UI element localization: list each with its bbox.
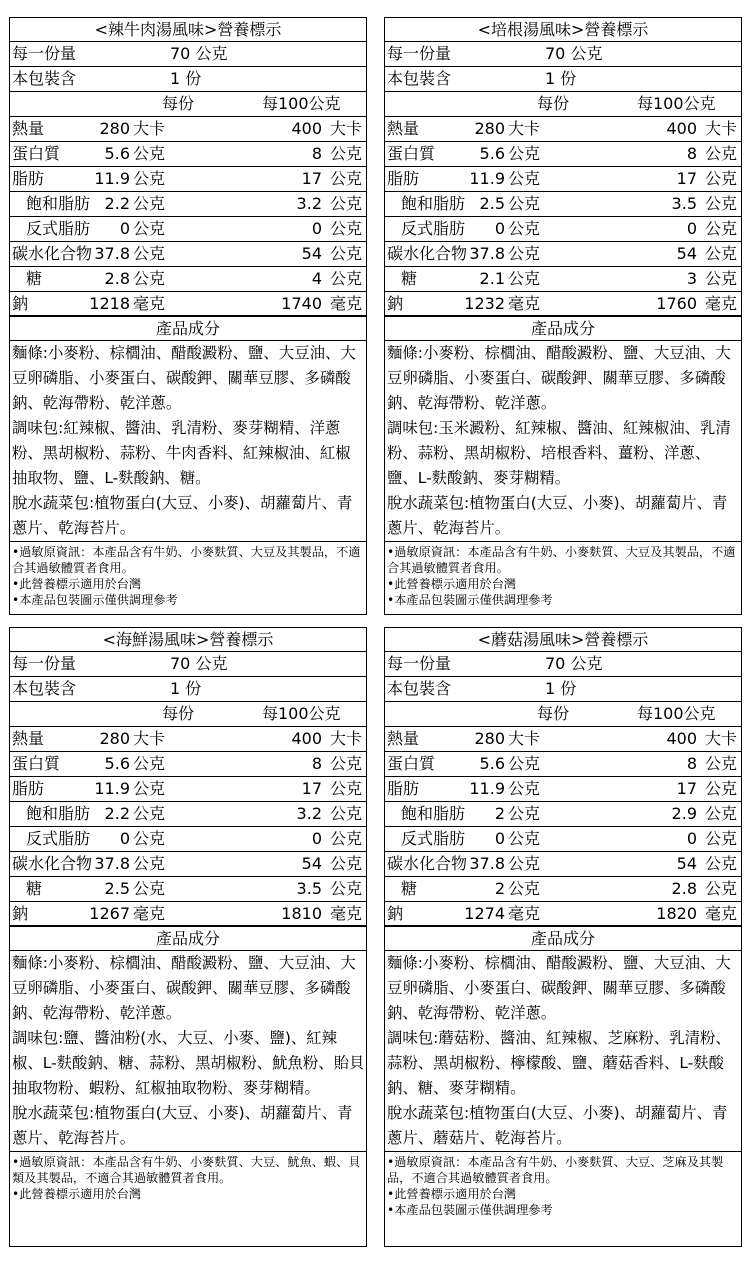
per-serving-unit: 毫克 [508,904,541,923]
per-serving-value: 5.6 [104,754,130,773]
per-100g-value: 0 [686,219,697,238]
per-serving-header: 每份 [537,94,570,113]
nutrient-name: 熱量 [387,729,420,748]
per-serving-value: 0 [494,219,505,238]
per-100g-value: 1810 [281,904,322,923]
nutrient-name: 蛋白質 [12,144,61,163]
per-serving-unit: 公克 [508,144,541,163]
per-100g-value: 54 [301,854,322,873]
nutrition-label-seafood [9,627,367,1247]
per-serving-unit: 公克 [508,804,541,823]
servings-per-package-row [385,67,741,92]
nutrient-row [385,827,741,852]
per-serving-header: 每份 [162,94,195,113]
per-100g-unit: 公克 [704,779,737,798]
nutrient-row [10,142,366,167]
note-item: •此營養標示適用於台灣 [387,577,517,591]
per-100g-unit: 公克 [704,754,737,773]
nutrient-name: 鈉 [387,294,404,313]
per-100g-unit: 公克 [329,269,362,288]
nutrient-name: 糖 [26,879,43,898]
nutrient-name: 碳水化合物 [12,244,93,263]
per-100g-value: 17 [676,169,697,188]
per-100g-unit: 公克 [329,144,362,163]
servings-per-package-row [385,677,741,702]
ingredient-paragraph: 調味包:鹽、醬油粉(水、大豆、小麥、鹽)、紅辣椒、L-麩酸鈉、糖、蒜粉、黑胡椒粉、魷魚粉、貽貝抽取物粉、蝦粉、紅椒抽取物粉、麥芽糊精。 [12,1029,365,1097]
note-item: •過敏原資訊：本產品含有牛奶、小麥麩質、大豆、芝麻及其製品，不適合其過敏體質者食用。 [387,1155,724,1185]
nutrient-row [385,267,741,292]
per-serving-unit: 大卡 [508,729,541,748]
servings-per-package-row [10,67,366,92]
per-serving-value: 11.9 [469,779,505,798]
nutrient-name: 碳水化合物 [387,854,468,873]
per-100g-value: 17 [301,779,322,798]
nutrient-name: 鈉 [387,904,404,923]
servings-per-package-value: 1 份 [170,679,202,698]
note-item: •過敏原資訊：本產品含有牛奶、小麥麩質、大豆、魷魚、蝦、貝類及其製品，不適合其過敏體質者食用。 [12,1155,361,1185]
per-100g-value: 54 [676,854,697,873]
nutrient-name: 反式脂肪 [401,219,466,238]
label-title: <培根湯風味>營養標示 [385,18,741,42]
per-100g-unit: 公克 [704,269,737,288]
serving-size-row [385,42,741,67]
per-100g-value: 1820 [656,904,697,923]
per-serving-value: 0 [494,829,505,848]
per-serving-unit: 公克 [133,144,166,163]
ingredients-list [385,341,741,542]
per-serving-unit: 公克 [133,854,166,873]
per-serving-value: 1232 [464,294,505,313]
nutrient-name: 飽和脂肪 [26,194,91,213]
per-serving-unit: 公克 [133,754,166,773]
nutrient-name: 反式脂肪 [26,219,91,238]
per-100g-unit: 公克 [704,879,737,898]
ingredients-heading: 產品成分 [385,317,741,341]
ingredients-heading: 產品成分 [10,317,366,341]
per-100g-unit: 公克 [704,219,737,238]
nutrient-row [385,752,741,777]
note-item: •此營養標示適用於台灣 [12,1187,142,1201]
per-serving-unit: 大卡 [133,119,166,138]
servings-per-package-value: 1 份 [170,69,202,88]
column-header-row [385,92,741,117]
serving-size-label: 每一份量 [12,654,77,673]
per-100g-unit: 公克 [329,244,362,263]
label-title: <海鮮湯風味>營養標示 [10,628,366,652]
notes-section [10,1152,366,1202]
per-serving-unit: 公克 [133,804,166,823]
per-serving-value: 280 [474,729,505,748]
per-serving-unit: 公克 [508,879,541,898]
notes-section [385,1152,741,1218]
per-100g-value: 3.5 [296,879,322,898]
ingredient-paragraph: 脫水蔬菜包:植物蛋白(大豆、小麥)、胡蘿蔔片、青蔥片、乾海苔片。 [12,1104,353,1147]
nutrient-name: 碳水化合物 [12,854,93,873]
per-100g-value: 3.2 [296,804,322,823]
per-100g-unit: 公克 [329,219,362,238]
per-serving-header: 每份 [162,704,195,723]
per-100g-value: 400 [291,119,322,138]
per-100g-value: 3 [686,269,697,288]
per-100g-value: 3.2 [296,194,322,213]
note-item: •本產品包裝圖示僅供調理參考 [12,593,178,607]
serving-size-row [10,42,366,67]
note-item: •過敏原資訊：本產品含有牛奶、小麥麩質、大豆及其製品，不適合其過敏體質者食用。 [12,545,361,575]
serving-size-value: 70 公克 [170,44,228,63]
per-serving-unit: 公克 [133,219,166,238]
per-100g-unit: 公克 [704,829,737,848]
serving-size-row [10,652,366,677]
per-serving-unit: 公克 [133,829,166,848]
nutrient-row [385,167,741,192]
nutrient-row [385,292,741,317]
per-serving-value: 2.2 [104,804,130,823]
ingredients-heading: 產品成分 [10,927,366,951]
per-100g-unit: 公克 [329,804,362,823]
per-serving-unit: 公克 [508,829,541,848]
per-serving-unit: 毫克 [133,904,166,923]
serving-size-row [385,652,741,677]
servings-per-package-row [10,677,366,702]
serving-size-label: 每一份量 [387,44,452,63]
per-serving-unit: 公克 [133,879,166,898]
per-serving-unit: 公克 [508,269,541,288]
per-serving-unit: 毫克 [133,294,166,313]
per-serving-unit: 公克 [133,779,166,798]
note-item: •本產品包裝圖示僅供調理參考 [387,1203,553,1217]
per-serving-unit: 毫克 [508,294,541,313]
per-serving-value: 2.5 [479,194,505,213]
servings-per-package-label: 本包裝含 [12,69,77,88]
ingredient-paragraph: 調味包:玉米澱粉、紅辣椒、醬油、紅辣椒油、乳清粉、蒜粉、黑胡椒粉、培根香料、薑粉、洋蔥、鹽、L-麩酸鈉、麥芽糊精。 [387,419,731,487]
nutrient-name: 鈉 [12,904,29,923]
nutrient-name: 脂肪 [387,779,420,798]
nutrient-name: 反式脂肪 [401,829,466,848]
nutrient-row [385,727,741,752]
per-serving-header: 每份 [537,704,570,723]
per-100g-unit: 公克 [329,879,362,898]
per-100g-value: 0 [311,829,322,848]
per-serving-value: 37.8 [94,854,130,873]
servings-per-package-value: 1 份 [545,69,577,88]
per-100g-value: 54 [676,244,697,263]
servings-per-package-label: 本包裝含 [387,679,452,698]
nutrient-row [10,217,366,242]
per-100g-unit: 大卡 [329,119,362,138]
per-serving-unit: 公克 [508,854,541,873]
nutrient-row [10,727,366,752]
nutrient-row [385,192,741,217]
nutrient-name: 脂肪 [12,779,45,798]
nutrient-row [10,242,366,267]
per-serving-value: 11.9 [94,779,130,798]
per-100g-value: 0 [311,219,322,238]
per-100g-value: 0 [686,829,697,848]
note-item: •過敏原資訊：本產品含有牛奶、小麥麩質、大豆及其製品，不適合其過敏體質者食用。 [387,545,736,575]
nutrient-row [10,902,366,927]
per-100g-value: 2.8 [671,879,697,898]
column-header-row [385,702,741,727]
nutrient-name: 熱量 [12,729,45,748]
per-100g-value: 8 [686,144,697,163]
ingredients-list [385,951,741,1152]
per-100g-value: 1760 [656,294,697,313]
per-serving-value: 37.8 [469,244,505,263]
per-100g-unit: 公克 [329,779,362,798]
per-serving-value: 2 [494,879,505,898]
nutrient-row [385,242,741,267]
per-serving-value: 280 [474,119,505,138]
note-item: •此營養標示適用於台灣 [387,1187,517,1201]
serving-size-value: 70 公克 [545,654,603,673]
nutrient-row [385,117,741,142]
per-serving-unit: 公克 [508,754,541,773]
per-100g-unit: 公克 [704,804,737,823]
per-100g-value: 1740 [281,294,322,313]
per-100g-unit: 公克 [704,169,737,188]
nutrient-name: 糖 [401,269,418,288]
per-serving-value: 0 [119,219,130,238]
nutrition-label-bacon [384,17,742,615]
label-title: <蘑菇湯風味>營養標示 [385,628,741,652]
notes-section [10,542,366,608]
per-serving-unit: 公克 [508,219,541,238]
note-item: •本產品包裝圖示僅供調理參考 [387,593,553,607]
per-100g-unit: 公克 [329,169,362,188]
per-100g-unit: 公克 [329,854,362,873]
ingredient-paragraph: 脫水蔬菜包:植物蛋白(大豆、小麥)、胡蘿蔔片、青蔥片、乾海苔片。 [12,494,353,537]
nutrient-row [10,267,366,292]
per-serving-unit: 公克 [133,244,166,263]
servings-per-package-label: 本包裝含 [387,69,452,88]
ingredient-paragraph: 麵條:小麥粉、棕櫚油、醋酸澱粉、鹽、大豆油、大豆卵磷脂、小麥蛋白、碳酸鉀、關華豆膠、多磷酸鈉、乾海帶粉、乾洋蔥。 [387,344,731,412]
ingredient-paragraph: 脫水蔬菜包:植物蛋白(大豆、小麥)、胡蘿蔔片、青蔥片、蘑菇片、乾海苔片。 [387,1104,728,1147]
per-serving-value: 2.2 [104,194,130,213]
nutrient-name: 反式脂肪 [26,829,91,848]
nutrient-row [10,752,366,777]
per-serving-value: 1267 [89,904,130,923]
per-100g-value: 17 [301,169,322,188]
per-serving-unit: 公克 [508,169,541,188]
per-100g-unit: 毫克 [704,294,737,313]
servings-per-package-value: 1 份 [545,679,577,698]
ingredient-paragraph: 脫水蔬菜包:植物蛋白(大豆、小麥)、胡蘿蔔片、青蔥片、乾海苔片。 [387,494,728,537]
per-100g-value: 8 [311,754,322,773]
nutrient-row [10,877,366,902]
nutrient-name: 飽和脂肪 [401,804,466,823]
per-serving-value: 1274 [464,904,505,923]
per-serving-unit: 公克 [508,779,541,798]
per-serving-value: 5.6 [479,144,505,163]
per-100g-header: 每100公克 [262,94,341,113]
nutrient-name: 飽和脂肪 [401,194,466,213]
nutrient-name: 鈉 [12,294,29,313]
nutrient-name: 脂肪 [12,169,45,188]
nutrient-name: 碳水化合物 [387,244,468,263]
nutrient-name: 飽和脂肪 [26,804,91,823]
per-100g-unit: 毫克 [704,904,737,923]
per-serving-value: 0 [119,829,130,848]
per-100g-unit: 公克 [704,144,737,163]
serving-size-label: 每一份量 [12,44,77,63]
serving-size-value: 70 公克 [545,44,603,63]
nutrient-name: 糖 [401,879,418,898]
per-serving-value: 2 [494,804,505,823]
nutrient-row [10,117,366,142]
per-serving-value: 5.6 [104,144,130,163]
nutrient-name: 蛋白質 [387,144,436,163]
nutrient-row [10,292,366,317]
nutrient-row [385,852,741,877]
nutrient-name: 脂肪 [387,169,420,188]
per-100g-value: 400 [666,119,697,138]
per-100g-value: 3.5 [671,194,697,213]
per-100g-value: 8 [311,144,322,163]
nutrient-row [10,167,366,192]
per-100g-header: 每100公克 [637,704,716,723]
per-100g-unit: 大卡 [704,729,737,748]
nutrient-row [385,142,741,167]
per-serving-value: 280 [99,729,130,748]
nutrient-row [10,852,366,877]
notes-section [385,542,741,608]
per-100g-value: 4 [311,269,322,288]
per-serving-value: 11.9 [469,169,505,188]
per-100g-unit: 公克 [329,754,362,773]
nutrient-row [10,777,366,802]
per-serving-value: 37.8 [94,244,130,263]
nutrient-row [385,777,741,802]
column-header-row [10,702,366,727]
ingredient-paragraph: 麵條:小麥粉、棕櫚油、醋酸澱粉、鹽、大豆油、大豆卵磷脂、小麥蛋白、碳酸鉀、關華豆膠、多磷酸鈉、乾海帶粉、乾洋蔥。 [387,954,731,1022]
nutrient-row [385,877,741,902]
nutrition-label-spicy-beef [9,17,367,615]
per-serving-unit: 大卡 [508,119,541,138]
per-100g-unit: 大卡 [704,119,737,138]
per-serving-unit: 公克 [133,269,166,288]
nutrient-row [10,192,366,217]
per-serving-unit: 公克 [133,194,166,213]
per-100g-unit: 公克 [704,194,737,213]
per-100g-unit: 毫克 [329,904,362,923]
nutrient-row [385,217,741,242]
per-100g-header: 每100公克 [637,94,716,113]
serving-size-value: 70 公克 [170,654,228,673]
per-serving-value: 280 [99,119,130,138]
per-100g-unit: 毫克 [329,294,362,313]
per-100g-unit: 公克 [329,194,362,213]
per-serving-unit: 大卡 [133,729,166,748]
per-serving-value: 1218 [89,294,130,313]
per-serving-unit: 公克 [508,244,541,263]
ingredients-heading: 產品成分 [385,927,741,951]
nutrient-name: 熱量 [12,119,45,138]
ingredient-paragraph: 麵條:小麥粉、棕櫚油、醋酸澱粉、鹽、大豆油、大豆卵磷脂、小麥蛋白、碳酸鉀、關華豆膠、多磷酸鈉、乾海帶粉、乾洋蔥。 [12,344,356,412]
nutrient-row [385,802,741,827]
nutrient-row [385,902,741,927]
per-100g-header: 每100公克 [262,704,341,723]
per-serving-value: 2.1 [479,269,505,288]
nutrient-name: 熱量 [387,119,420,138]
ingredient-paragraph: 麵條:小麥粉、棕櫚油、醋酸澱粉、鹽、大豆油、大豆卵磷脂、小麥蛋白、碳酸鉀、關華豆膠、多磷酸鈉、乾海帶粉、乾洋蔥。 [12,954,356,1022]
per-100g-value: 400 [666,729,697,748]
per-serving-value: 37.8 [469,854,505,873]
nutrient-row [10,802,366,827]
per-100g-value: 400 [291,729,322,748]
per-serving-unit: 公克 [133,169,166,188]
per-serving-value: 2.5 [104,879,130,898]
nutrient-name: 蛋白質 [12,754,61,773]
nutrition-label-mushroom [384,627,742,1247]
servings-per-package-label: 本包裝含 [12,679,77,698]
per-100g-value: 8 [686,754,697,773]
per-100g-value: 17 [676,779,697,798]
ingredient-paragraph: 調味包:蘑菇粉、醬油、紅辣椒、芝麻粉、乳清粉、蒜粉、黑胡椒粉、檸檬酸、鹽、蘑菇香料、L-麩酸鈉、糖、麥芽糊精。 [387,1029,731,1097]
per-100g-unit: 公克 [704,854,737,873]
per-100g-unit: 大卡 [329,729,362,748]
per-serving-value: 11.9 [94,169,130,188]
ingredients-list [10,951,366,1152]
per-100g-unit: 公克 [329,829,362,848]
ingredient-paragraph: 調味包:紅辣椒、醬油、乳清粉、麥芽糊精、洋蔥粉、黑胡椒粉、蒜粉、牛肉香料、紅辣椒油、紅椒抽取物、鹽、L-麩酸鈉、糖。 [12,419,351,487]
label-title: <辣牛肉湯風味>營養標示 [10,18,366,42]
per-100g-value: 2.9 [671,804,697,823]
nutrient-name: 蛋白質 [387,754,436,773]
per-100g-value: 54 [301,244,322,263]
ingredients-list [10,341,366,542]
column-header-row [10,92,366,117]
note-item: •此營養標示適用於台灣 [12,577,142,591]
serving-size-label: 每一份量 [387,654,452,673]
per-100g-unit: 公克 [704,244,737,263]
per-serving-value: 5.6 [479,754,505,773]
nutrient-name: 糖 [26,269,43,288]
per-serving-unit: 公克 [508,194,541,213]
nutrient-row [10,827,366,852]
per-serving-value: 2.8 [104,269,130,288]
